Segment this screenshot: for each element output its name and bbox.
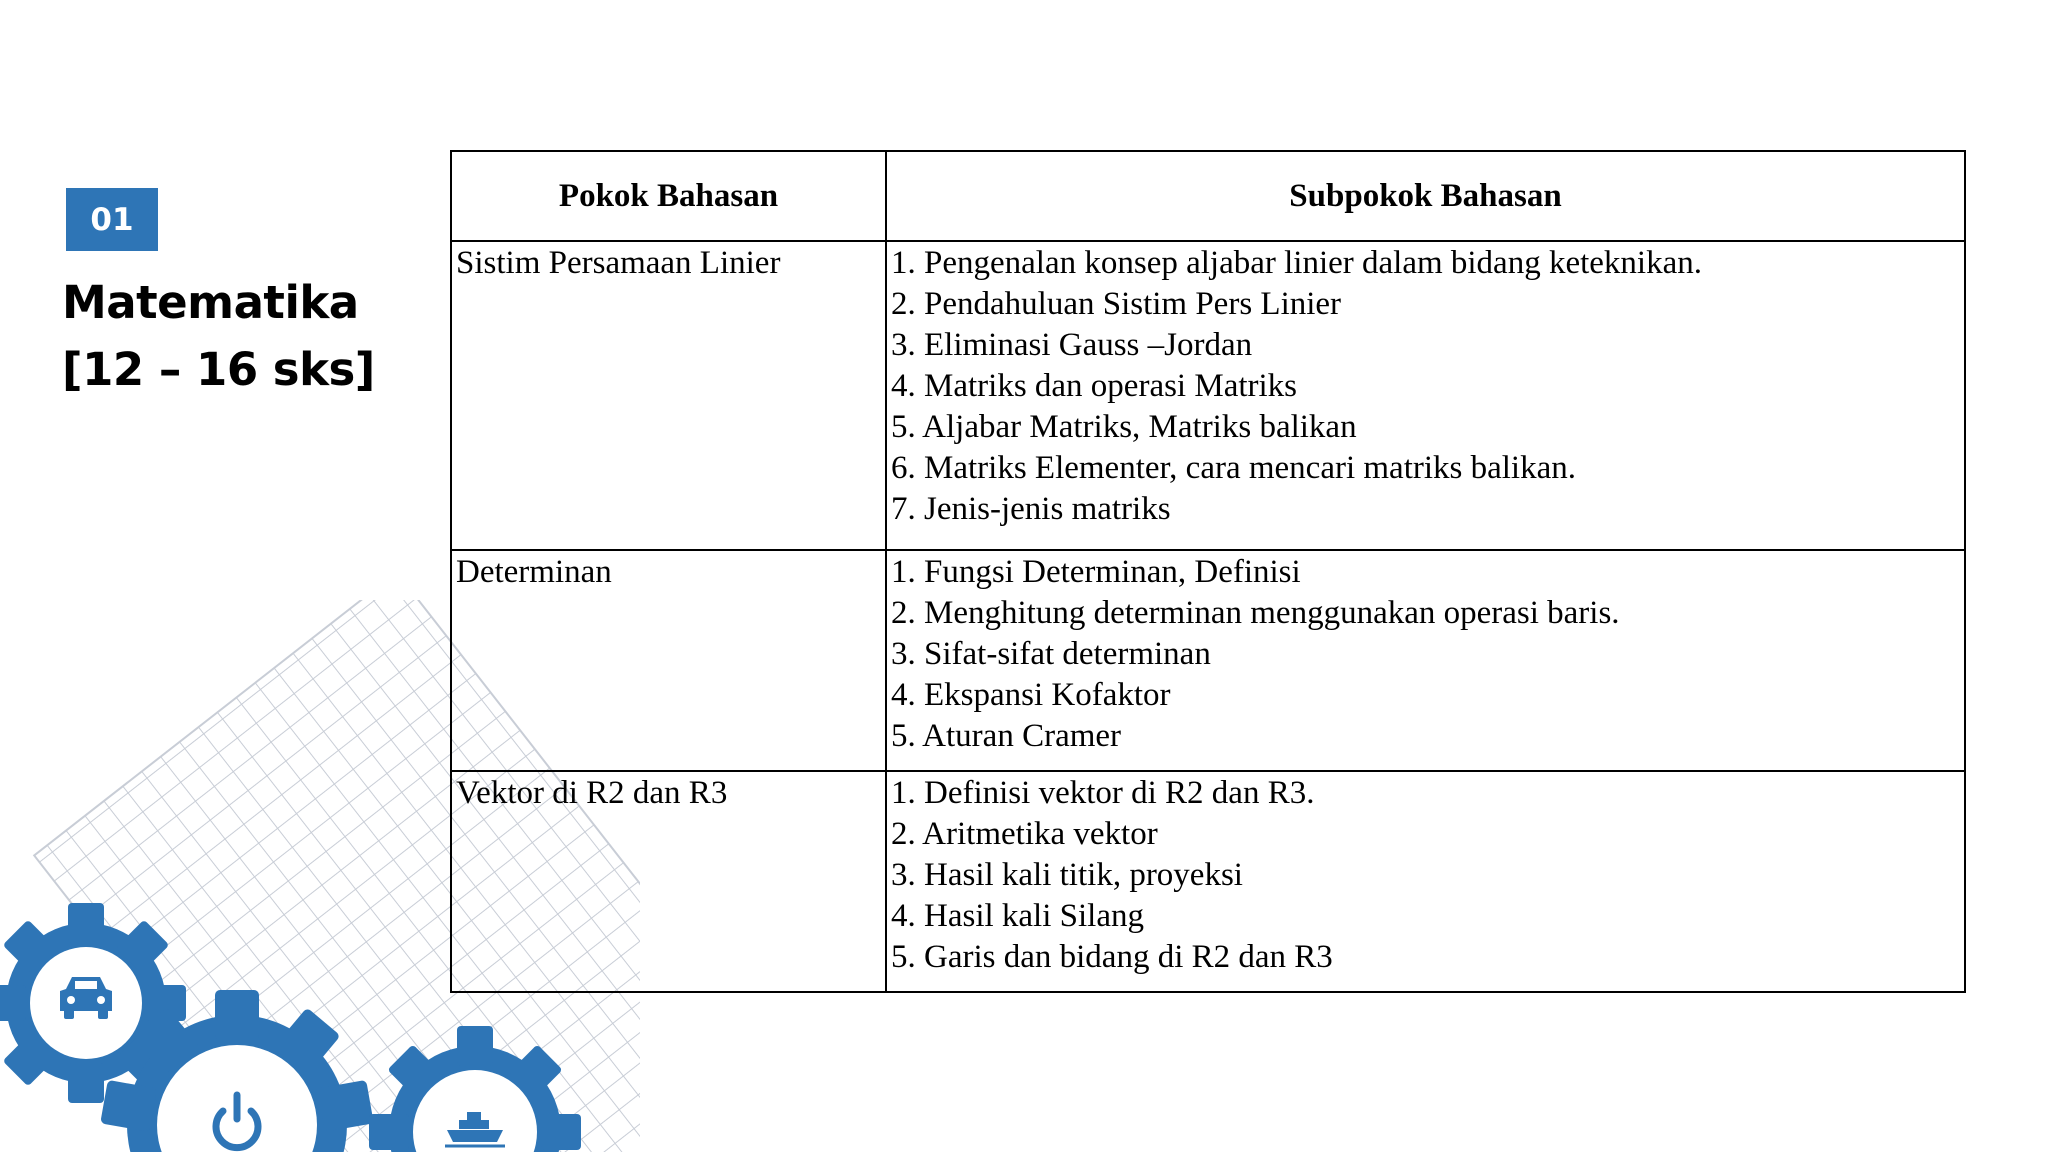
- subtopic-item: 4. Ekspansi Kofaktor: [891, 677, 1171, 713]
- subtopic-item: 2. Menghitung determinan menggunakan operasi baris.: [891, 595, 1620, 631]
- subtopic-item: 5. Aturan Cramer: [891, 718, 1122, 754]
- subtopic-item: 4. Hasil kali Silang: [891, 898, 1144, 934]
- subtopic-item: 4. Matriks dan operasi Matriks: [891, 368, 1298, 404]
- table-row: [451, 550, 1965, 771]
- topic-cell: Determinan: [451, 550, 886, 771]
- subtopic-item: 2. Aritmetika vektor: [891, 816, 1158, 852]
- table-row: [451, 241, 1965, 550]
- subtopic-item: 7. Jenis-jenis matriks: [891, 491, 1171, 527]
- header-subtopic: Subpokok Bahasan: [886, 151, 1965, 241]
- course-title: Matematika: [62, 276, 359, 329]
- topic-cell: Sistim Persamaan Linier: [451, 241, 886, 550]
- table-header-row: [451, 151, 1965, 241]
- topic-cell: Vektor di R2 dan R3: [451, 771, 886, 992]
- subtopic-item: 5. Garis dan bidang di R2 dan R3: [891, 939, 1333, 975]
- table-row: [451, 771, 1965, 992]
- curriculum-table: [450, 150, 1966, 993]
- subtopic-list: [891, 773, 1964, 978]
- subtopic-item: 1. Definisi vektor di R2 dan R3.: [891, 775, 1315, 811]
- course-credits: [12 – 16 sks]: [62, 343, 375, 396]
- header-topic: Pokok Bahasan: [451, 151, 886, 241]
- subtopic-item: 5. Aljabar Matriks, Matriks balikan: [891, 409, 1357, 445]
- subtopic-cell: [886, 771, 1965, 992]
- subtopic-item: 1. Fungsi Determinan, Definisi: [891, 554, 1301, 590]
- subtopic-cell: [886, 550, 1965, 771]
- subtopic-cell: [886, 241, 1965, 550]
- subtopic-list: [891, 243, 1964, 530]
- subtopic-item: 2. Pendahuluan Sistim Pers Linier: [891, 286, 1342, 322]
- subtopic-item: 3. Eliminasi Gauss –Jordan: [891, 327, 1253, 363]
- subtopic-list: [891, 552, 1964, 757]
- subtopic-item: 1. Pengenalan konsep aljabar linier dalam bidang keteknikan.: [891, 245, 1702, 281]
- section-number-badge: 01: [66, 188, 158, 251]
- subtopic-item: 6. Matriks Elementer, cara mencari matriks balikan.: [891, 450, 1576, 486]
- subtopic-item: 3. Hasil kali titik, proyeksi: [891, 857, 1243, 893]
- subtopic-item: 3. Sifat-sifat determinan: [891, 636, 1211, 672]
